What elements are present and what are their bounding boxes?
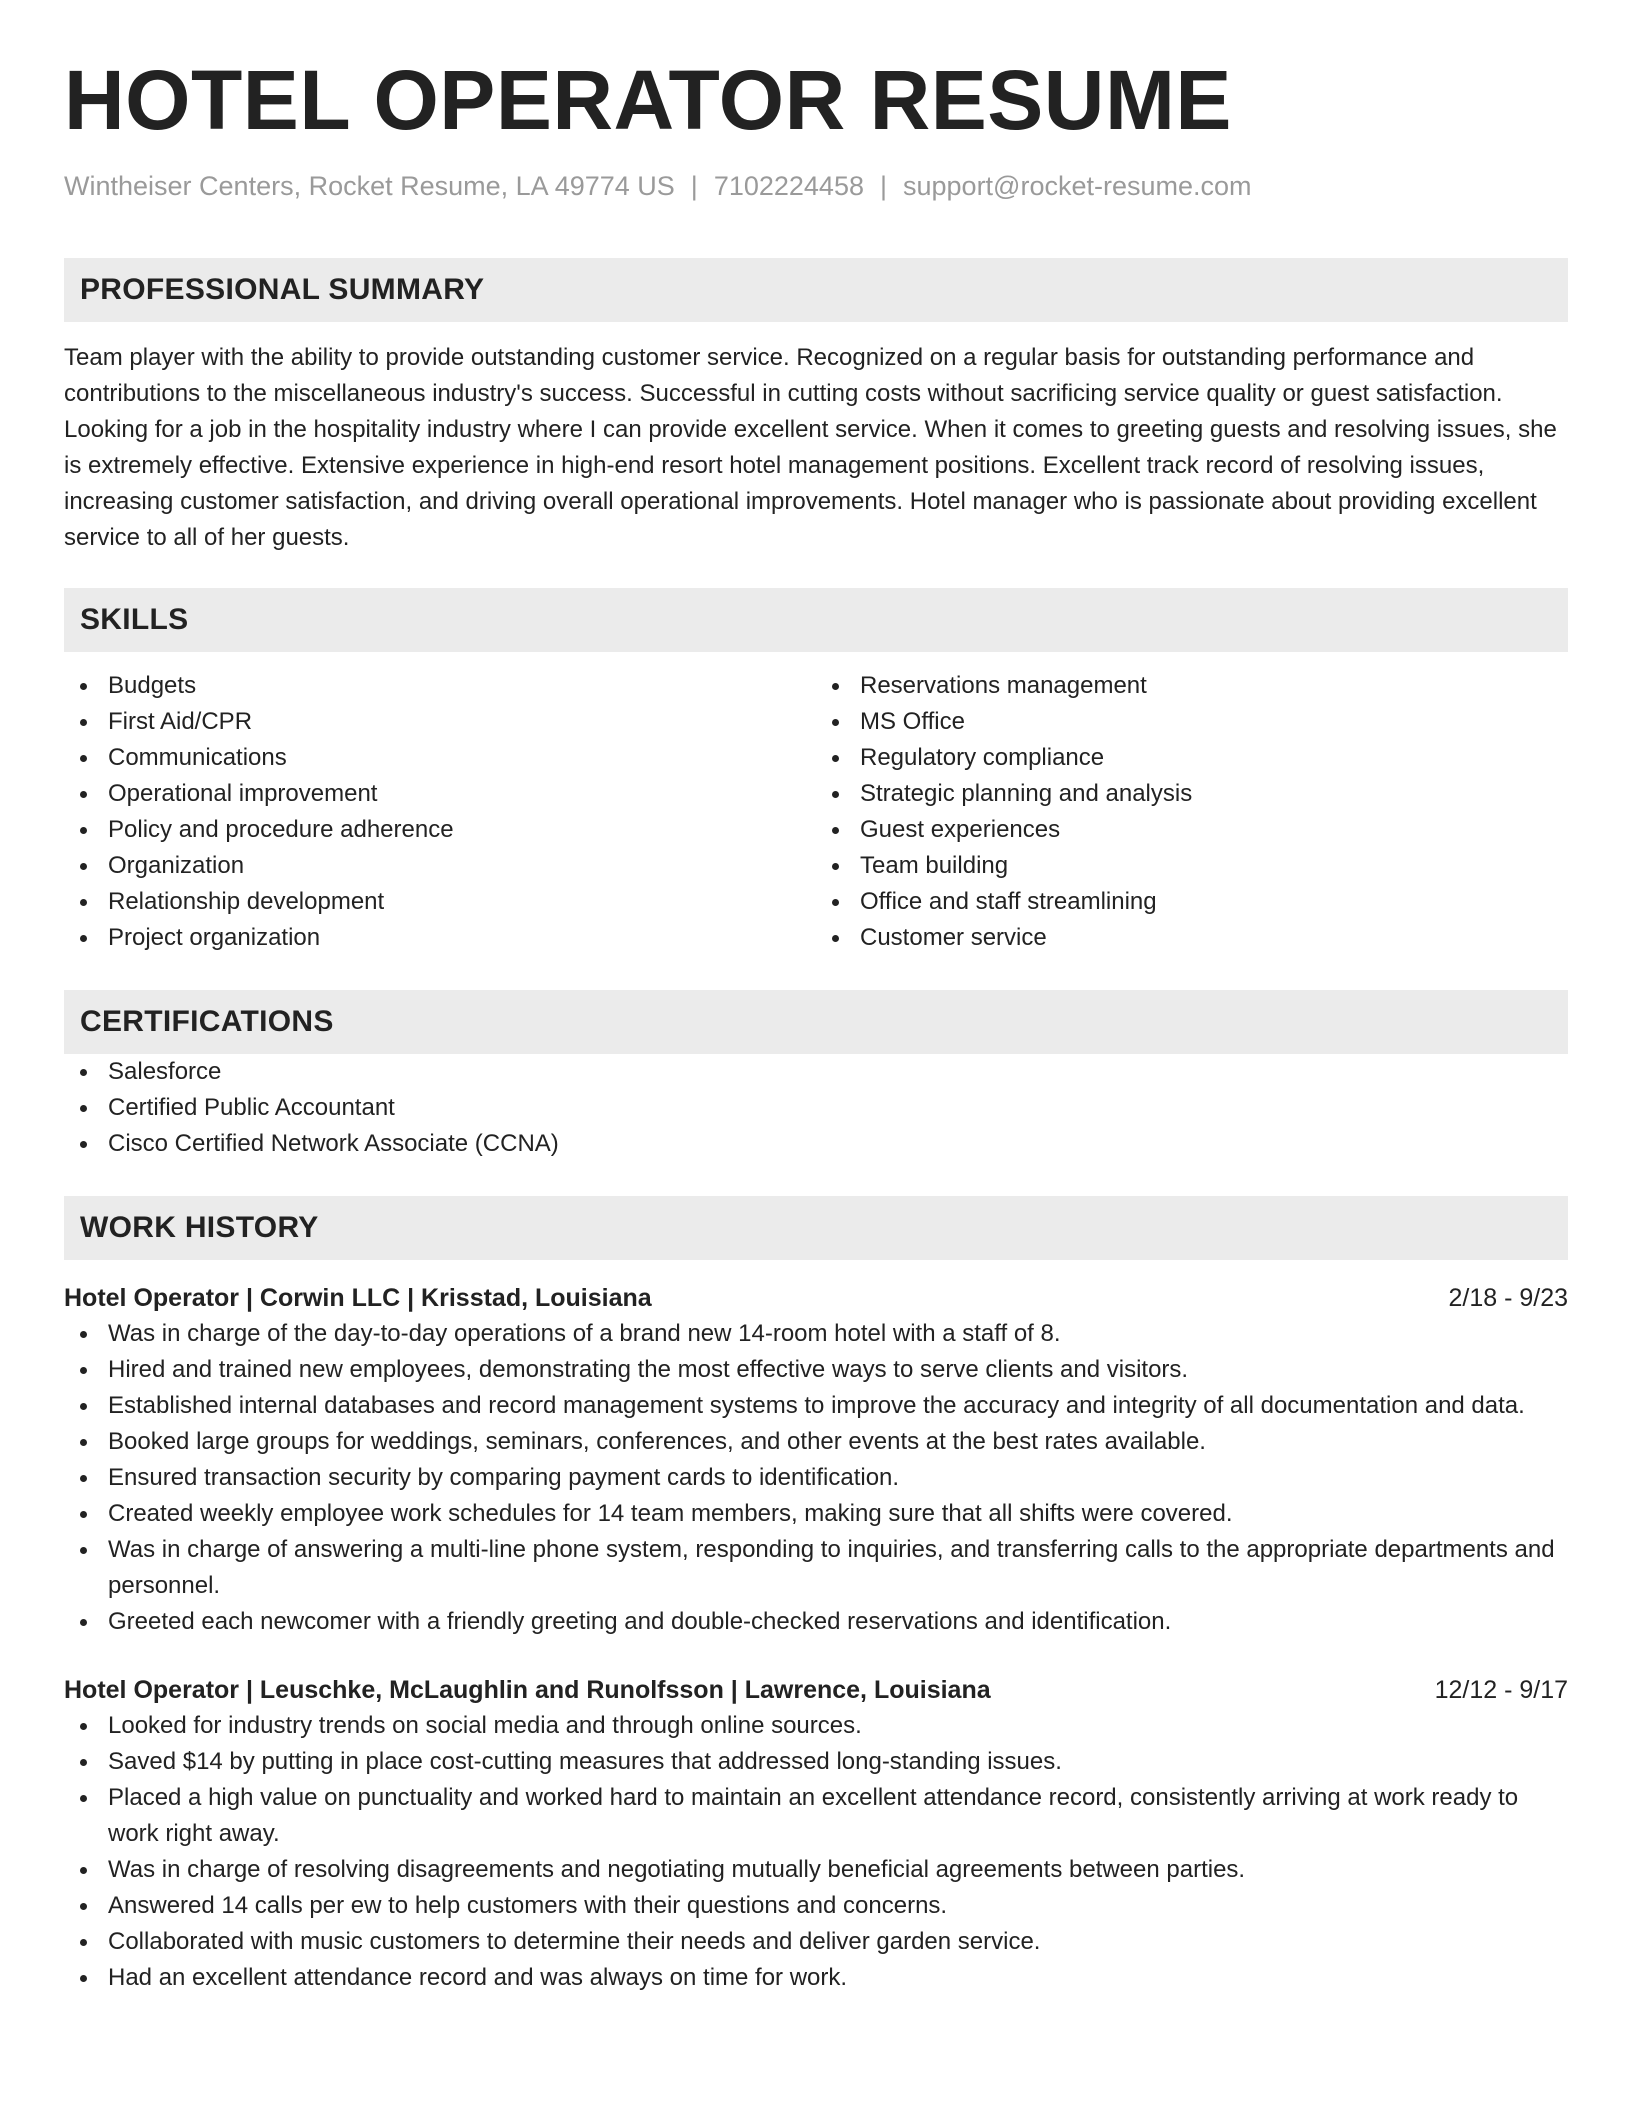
skills-column-left — [64, 668, 816, 956]
job-header — [64, 1672, 1568, 1708]
job-dates: 2/18 - 9/23 — [1448, 1283, 1568, 1312]
job-bullet: Was in charge of the day-to-day operations of a brand new 14-room hotel with a staff of 8. — [64, 1316, 1568, 1352]
section-header-certifications: CERTIFICATIONS — [64, 990, 1568, 1054]
section-header-skills: SKILLS — [64, 588, 1568, 652]
job-bullets — [64, 1708, 1568, 1996]
skills-column-right — [816, 668, 1568, 956]
job-bullet: Established internal databases and record management systems to improve the accuracy and integrity of all documentation and data. — [64, 1388, 1568, 1424]
certification-item: Certified Public Accountant — [64, 1090, 1568, 1126]
job-bullet: Was in charge of resolving disagreements and negotiating mutually beneficial agreements between parties. — [64, 1852, 1568, 1888]
section-header-work-history: WORK HISTORY — [64, 1196, 1568, 1260]
skill-item: Relationship development — [64, 884, 816, 920]
skill-item: Communications — [64, 740, 816, 776]
job-bullet: Saved $14 by putting in place cost-cutting measures that addressed long-standing issues. — [64, 1744, 1568, 1780]
contact-address: Wintheiser Centers, Rocket Resume, LA 49774 US — [64, 170, 675, 201]
certification-item: Salesforce — [64, 1054, 1568, 1090]
skill-item: First Aid/CPR — [64, 704, 816, 740]
skill-item: Guest experiences — [816, 812, 1568, 848]
job-header — [64, 1280, 1568, 1316]
skill-item: Office and staff streamlining — [816, 884, 1568, 920]
job-entry — [64, 1672, 1568, 1996]
job-bullet: Answered 14 calls per ew to help customers with their questions and concerns. — [64, 1888, 1568, 1924]
job-entry — [64, 1280, 1568, 1640]
skill-item: Project organization — [64, 920, 816, 956]
job-title: Hotel Operator | Leuschke, McLaughlin and Runolfsson | Lawrence, Louisiana — [64, 1675, 991, 1704]
contact-phone: 7102224458 — [713, 170, 864, 201]
job-bullet: Greeted each newcomer with a friendly greeting and double-checked reservations and identification. — [64, 1604, 1568, 1640]
contact-email: support@rocket-resume.com — [903, 170, 1252, 201]
skills-grid — [64, 668, 1568, 956]
summary-text: Team player with the ability to provide outstanding customer service. Recognized on a regular basis for outstanding performance and contributions to the miscellaneous industry's success. Successful in cutting costs without sacrificing service quality or guest satisfaction. Looking for a job in the hospitality industry where I can provide excellent service. When it comes to greeting guests and resolving issues, she is extremely effective. Extensive experience in high-end resort hotel management positions. Excellent track record of resolving issues, increasing customer satisfaction, and driving overall operational improvements. Hotel manager who is passionate about providing excellent service to all of her guests. — [64, 343, 1557, 551]
job-bullets — [64, 1316, 1568, 1640]
certification-item: Cisco Certified Network Associate (CCNA) — [64, 1126, 1568, 1162]
job-bullet: Ensured transaction security by comparing payment cards to identification. — [64, 1460, 1568, 1496]
job-bullet: Was in charge of answering a multi-line phone system, responding to inquiries, and transferring calls to the appropriate departments and personnel. — [64, 1532, 1568, 1604]
skill-item: Strategic planning and analysis — [816, 776, 1568, 812]
skill-item: Policy and procedure adherence — [64, 812, 816, 848]
job-bullet: Looked for industry trends on social media and through online sources. — [64, 1708, 1568, 1744]
section-header-summary: PROFESSIONAL SUMMARY — [64, 258, 1568, 322]
contact-separator: | — [879, 170, 887, 201]
job-bullet: Had an excellent attendance record and was always on time for work. — [64, 1960, 1568, 1996]
job-title: Hotel Operator | Corwin LLC | Krisstad, Louisiana — [64, 1283, 652, 1312]
skills-list-left — [64, 668, 816, 956]
skill-item: Customer service — [816, 920, 1568, 956]
skill-item: Team building — [816, 848, 1568, 884]
page-title: HOTEL OPERATOR RESUME — [64, 53, 1232, 147]
job-dates: 12/12 - 9/17 — [1434, 1675, 1568, 1704]
skill-item: Operational improvement — [64, 776, 816, 812]
job-bullet: Created weekly employee work schedules for 14 team members, making sure that all shifts were covered. — [64, 1496, 1568, 1532]
job-bullet: Booked large groups for weddings, seminars, conferences, and other events at the best rates available. — [64, 1424, 1568, 1460]
skill-item: MS Office — [816, 704, 1568, 740]
skill-item: Budgets — [64, 668, 816, 704]
job-bullet: Collaborated with music customers to determine their needs and deliver garden service. — [64, 1924, 1568, 1960]
job-bullet: Hired and trained new employees, demonstrating the most effective ways to serve clients and visitors. — [64, 1352, 1568, 1388]
job-bullet: Placed a high value on punctuality and worked hard to maintain an excellent attendance record, consistently arriving at work ready to work right away. — [64, 1780, 1568, 1852]
skill-item: Reservations management — [816, 668, 1568, 704]
certifications-list — [64, 1054, 1568, 1162]
contact-line — [64, 169, 1568, 204]
skill-item: Regulatory compliance — [816, 740, 1568, 776]
skills-list-right — [816, 668, 1568, 956]
contact-separator: | — [690, 170, 698, 201]
skill-item: Organization — [64, 848, 816, 884]
